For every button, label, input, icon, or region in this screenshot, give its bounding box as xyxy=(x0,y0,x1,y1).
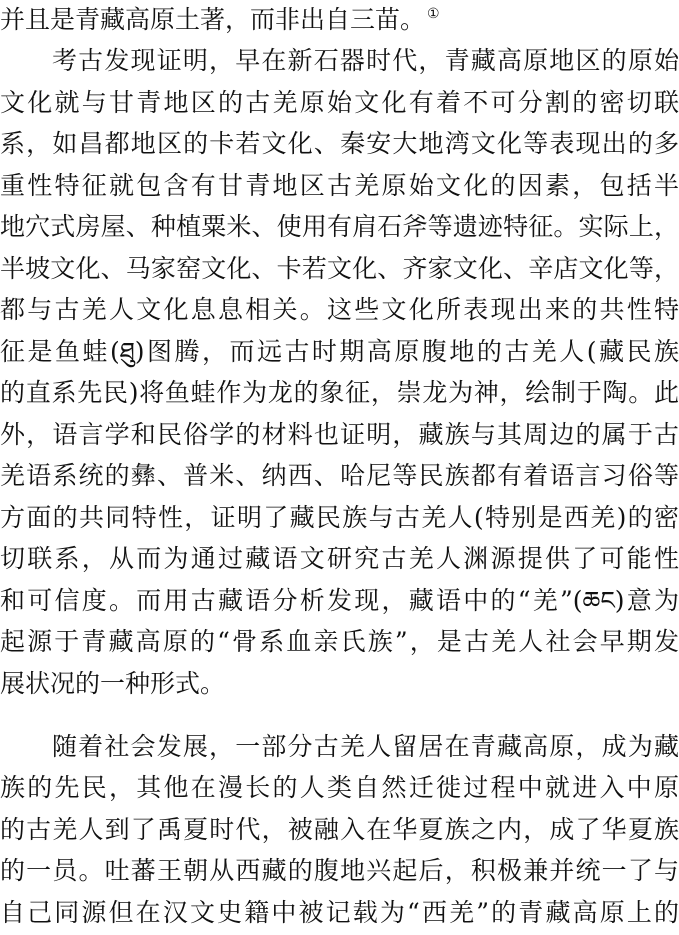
text-line-17: 展状况的一种形式。 xyxy=(0,669,226,698)
text-line-10: 的直系先民)将鱼蛙作为龙的象征，崇龙为神，绘制于陶。此 xyxy=(0,378,679,407)
text-line-16: 起源于青藏高原的“骨系血亲氏族”，是古羌人社会早期发 xyxy=(0,627,679,656)
text-line-18: 随着社会发展，一部分古羌人留居在青藏高原，成为藏 xyxy=(52,732,679,761)
text-line-19: 族的先民，其他在漫长的人类自然迁徙过程中就进入中原 xyxy=(0,773,679,802)
text-line-5: 重性特征就包含有甘青地区古羌原始文化的因素，包括半 xyxy=(0,171,679,200)
text-line-9: 征是鱼蛙(ཐུ)图腾，而远古时期高原腹地的古羌人(藏民族 xyxy=(0,337,679,366)
text-line-3: 文化就与甘青地区的古羌原始文化有着不可分割的密切联 xyxy=(0,88,679,117)
text-line-21: 的一员。吐蕃王朝从西藏的腹地兴起后，积极兼并统一了与 xyxy=(0,856,679,885)
text-line-11: 外，语言学和民俗学的材料也证明，藏族与其周边的属于古 xyxy=(0,420,679,449)
text-line-7: 半坡文化、马家窑文化、卡若文化、齐家文化、辛店文化等， xyxy=(0,254,679,283)
text-line-14: 切联系，从而为通过藏语文研究古羌人渊源提供了可能性 xyxy=(0,544,679,573)
text-line-20: 的古羌人到了禹夏时代，被融入在华夏族之内，成了华夏族 xyxy=(0,815,679,844)
text-line-6: 地穴式房屋、种植粟米、使用有肩石斧等遗迹特征。实际上， xyxy=(0,212,679,241)
text-line-2: 考古发现证明，早在新石器时代，青藏高原地区的原始 xyxy=(52,46,679,75)
text-line-13: 方面的共同特性，证明了藏民族与古羌人(特别是西羌)的密 xyxy=(0,503,679,532)
text-line-15: 和可信度。而用古藏语分析发现，藏语中的“羌”(ཆང)意为 xyxy=(0,586,679,615)
text-line-12: 羌语系统的彝、普米、纳西、哈尼等民族都有着语言习俗等 xyxy=(0,461,679,490)
text-line-8: 都与古羌人文化息息相关。这些文化所表现出来的共性特 xyxy=(0,295,679,324)
text-line-4: 系，如昌都地区的卡若文化、秦安大地湾文化等表现出的多 xyxy=(0,129,679,158)
footnote-ref: ① xyxy=(427,6,440,22)
text-line-1 xyxy=(0,0,679,40)
line-1-text: 并且是青藏高原土著，而非出自三苗。 xyxy=(0,5,426,34)
text-line-22: 自己同源但在汉文史籍中被记载为“西羌”的青藏高原上的 xyxy=(0,898,679,927)
